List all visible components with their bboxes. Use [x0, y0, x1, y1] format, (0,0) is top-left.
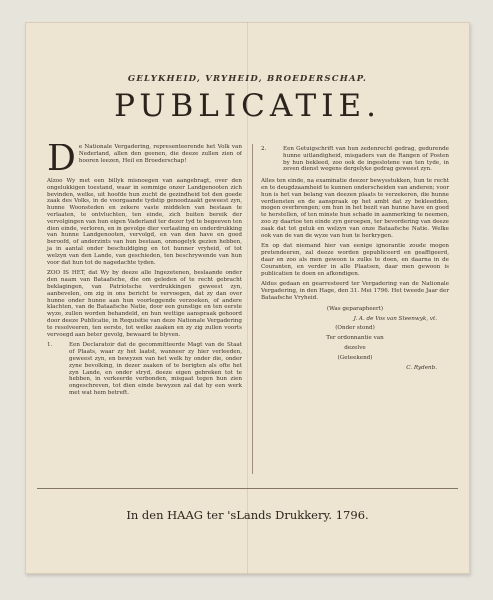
list-item-text: Een Declaratoir dat de gecommitteerde Magt van de Staat of Plaats, waar zy het laatst, wanneer zy hier verleeden, geweest zyn, en bewyzen van het welk hy onder die, onder zyne bevolking, in dezer zaaken of te berigten als ofte het zyn Lande, en onder stryd, deeze eigen gebreken tot te hebben, in verkeerde verbonden, misgaat tegen hun zien ongeschreven, tot dien einde bewyzen zal dat hy een werk met wat hem betreft. [69, 342, 242, 396]
column-divider [252, 144, 253, 474]
imprint-city: HAAG [167, 508, 203, 522]
left-column [47, 144, 242, 397]
bottom-rule [37, 488, 458, 489]
under-label: (Onder stond) [335, 325, 375, 332]
paragraph-5: Aldus gedaan en gearresteerd ter Vergadering van de Nationale Vergadering, in den Hage, den 31. Mei 1796. Het tweede Jaar der Bataafsche Vryheid. [261, 281, 449, 301]
paragraph-1: Alzoo Wy met een billyk misnoegen van aangebragt, over den ongelukkigen toestand, waar in sommige onzer Landgenooten zich bevinden, welke, uit hoofde hun zucht de gezindheid tot den goede zaak des Volks, in de voorgaande tydstip genoodzaakt geweest zyn, hunne Woonsteden en zekere vaste middelen van bestaan te verlaaten, te ontvluchten, ten einde, zich buiten bereik der vervolgingen van hun eigen Vaderland ter dezer tyd te begeeven ten dien einde, verloren, en in gevolge dier verlaating en onderdrukking van hunne Landgenooten, vervolgd, en van den have en goed beroofd, of anderzints van hun bestaan, onmogelyk gezien hebben, ja in aantal onder beschuldiging en tot hunner vryheid, of tot welzyn van den Lande, van geschieden, ten beschrywende van hun voor dat hun tot de nagedachte tyden. [47, 178, 242, 266]
imprint-prefix: In den [126, 508, 168, 522]
list-item-text: Een Getuigschrift van hun zedenrecht gedrag, gedurende hunne uitlandigheid, misgaders van de Rangen of Posten by hun bekleed, zoo ook de ingeslotene van ten tyde, in zeven dienst wegens dergelyke gedrag geweest zyn. [283, 146, 449, 173]
document-sheet [25, 22, 470, 574]
signer-1: J. A. de Vos van Steenwyk, vt. [353, 315, 437, 322]
list-item-number: 1. [47, 342, 53, 349]
signer-2: C. Rydenb. [406, 364, 437, 371]
imprint [25, 508, 470, 522]
paragraph-2: ZOO IS HET, dat Wy by deeze alle Ingezetenen, beslaande onder den naam van Bataafsche, die om geleden of te recht gebracht beklagingen, van Patriotsche verdrukkingen geweest zyn, aanbevelen, om zig in ons bericht te vervoegen, dat zy dan over hunne onder hunne aan hun voorleggende verzoeken, of andere klachten, van de Bataafsche Natie, door een gunstige en ten eerste wyze, zullen worden behandeld, en hun wettige aanspraak gehoord door deeze Publicatie, in Requisitie van deze Nationale Vergadering te resolveeren, ten eerste, tot welke zaaken en zy zig zullen voorts vervoegd aan beter gevolg, bewaard te blyven. [47, 270, 242, 338]
order-line-2: dezelve [344, 344, 366, 351]
list-item-1 [47, 342, 242, 396]
drop-cap: D [47, 144, 76, 174]
motto: GELYKHEID, VRYHEID, BROEDERSCHAP. [127, 74, 368, 84]
order-line-1: Ter ordonnantie van [326, 335, 384, 342]
paragraph-4: En op dat niemand hier van eenige ignorantie zoude mogen pretendeeren, zal deeze worden gepubliceerd en geaffigeerd, daar en zoo als men gewoon is zulks te doen, en daarna in de Couranten, en verder in alle Plaatsen, daar men gewoon is publicatien te doen en afkondigen. [261, 243, 449, 277]
list-item-2 [261, 146, 449, 173]
right-column [261, 144, 449, 374]
intro-paragraph [47, 144, 242, 174]
paragraph-3: Alles ten einde, na examinatie deezer bewysstukken, hun te recht en te deugdzaamheid te kunnen onderscheiden van anderen; voor hun is het van belang van deezen plaats te verzekeren, die hunne verdiensten en de aanspraak op het ambt dat zy bekleedden, mogen overbrengen; om hun in het bezit van hunne have en goed te herstellen, of ten minste hun schade in aanmerking te neemen, zoo zy daartoe ten einde zyn geroepen, ter bevordering van deeze zaak dat tot geluk en welzyn van onze Bataafsche Natie. Welke ook van de van de wyze van hun te herkrygen. [261, 178, 449, 239]
list-item-number: 2. [261, 146, 267, 152]
imprint-suffix: ter 'sLands Drukkery. 1796. [202, 508, 369, 522]
intro-text: e Nationale Vergadering, representeerende het Volk van Nederland, allen den geenen, die deeze zullen zien of hooren leezen, Heil en Broederschap! [78, 144, 242, 164]
signed-label: (Was geparapheert) [326, 305, 384, 312]
signed-2-label: (Geteekend) [337, 354, 373, 361]
document-title: PUBLICATIE. [114, 88, 381, 124]
